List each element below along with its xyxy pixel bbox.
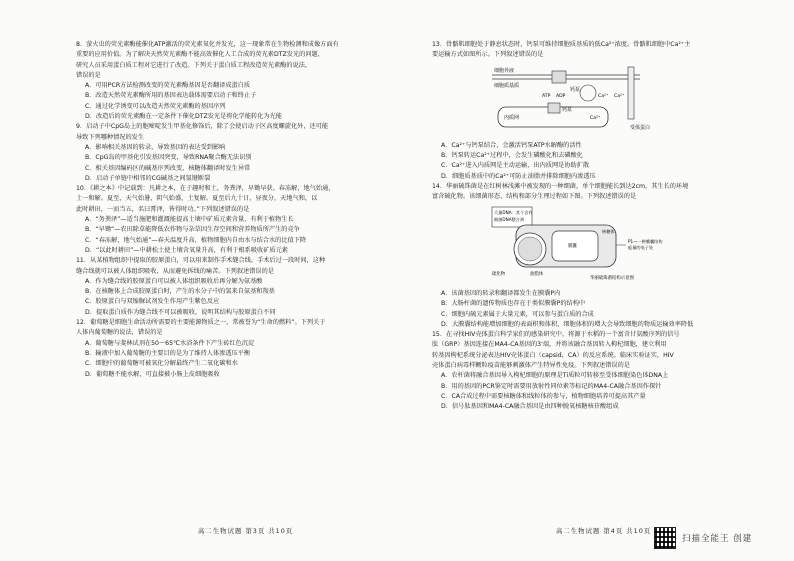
option-a: A．葡萄糖与斐林试剂在50～65℃水浴条件下产生砖红色沉淀 — [85, 339, 255, 347]
page-footer-left: 高二生物试题 第3页 共10页 — [198, 527, 294, 535]
question-11 — [76, 256, 394, 318]
question-stem: 壳体蛋白病毒样颗粒疫苗能够刺激体产生特异性免疫。下列叙述错误的是 — [432, 362, 630, 370]
option-d: D．改造后的荧光素酶在一定条件下催化DTZ发光是将化学能转化为光能 — [85, 113, 282, 121]
diagram-caption: 华丽硫珠菌结构示意图 — [590, 275, 634, 281]
question-stem: 此时耕田，一而当五，名曰膏泽，皆得时功。”下列叙述错误的是 — [76, 205, 250, 213]
option-c: C．相关基因编码区的碱基序列改变，核糖体翻译时发生异常 — [85, 164, 251, 172]
label-atp: ATP — [542, 93, 551, 99]
option-a: A．该菌基因的转录和翻译都发生在膜囊P内 — [441, 289, 561, 297]
question-stem: 8．萤火虫的荧光素酶能催化ATP激活的荧光素氧化并发光，这一现象常在生物检测和成像方面有 — [76, 41, 339, 48]
option-d: D．信号肽基因和MA4-CA融合基因是由四种脱氧核糖核苷酸组成 — [441, 403, 619, 411]
question-stem: 重要的应用价值。为了解决天然荧光素酶不能高效催化人工合成的荧光素DTZ发光的问题， — [76, 51, 324, 59]
question-stem: 研究人员采用蛋白质工程对它进行了改造。下列关于蛋白质工程改造荧光素酶的说法， — [76, 61, 312, 69]
option-d: D．细胞质基质中的Ca²⁺可防止油脂并排除细胞内渗透压 — [441, 172, 596, 180]
question-10 — [76, 184, 394, 256]
option-b: B．改造天然荧光素酶所用的基因表达载体需要启动子和终止子 — [85, 92, 257, 100]
question-stem: 肽（GRP）基因连接在MA4-CA基因的3'端，并将该融合基因转入枸杞细胞，建立利用 — [432, 341, 667, 349]
option-b: B．输液中加入葡萄糖的主要目的是为了维持人体渗透压平衡 — [85, 349, 251, 357]
option-b: B．用的基因的PCR鉴定时需要用放射性同位素等标记的MA4-CA融合基因作探针 — [441, 382, 662, 390]
label-extracellular: 细胞外液 — [494, 67, 515, 74]
question-9 — [76, 122, 394, 184]
question-stem: 11．从某植物组织中提取的胶原蛋白，可以用来制作手术缝合线。手术后过一段时间，这种 — [76, 257, 326, 265]
label-adp: ADP — [556, 93, 566, 99]
question-stem: 14．华丽硫珠菌是在红树林浅滩中被发现的一种细菌，单个细胞能长到达2cm，其生长的环境 — [432, 183, 689, 191]
label-lipid: 油脂体 — [530, 271, 544, 277]
page-footer-right: 高二生物试题 第4页 共10页 — [556, 527, 652, 535]
option-d: D．葡萄糖不能水解，可直接被小肠上皮细胞吸收 — [85, 370, 220, 378]
option-b: B．CpG岛的甲基化引发基因突变，导致RNA聚合酶无法识别 — [85, 154, 252, 162]
label-er: 内质网 — [504, 114, 520, 121]
option-b: B．“早锄”—农田除草能降低农作物与杂草因生存空间和营养物质所产生的竞争 — [85, 226, 300, 234]
option-b: B．大肠杆菌的遗传物质也存在于类似膜囊P的结构中 — [441, 300, 586, 308]
question-stem: 错误的是 — [76, 71, 101, 79]
question-stem: 要运输方式如图所示。下列叙述错误的是 — [432, 51, 544, 59]
option-a: A．“务粪泽”—适当施肥和灌溉能提高土壤中矿质元素含量，有利于植物生长 — [85, 216, 294, 224]
question-stem: 10．《耕之本》中记载到：凡耕之本，在于趣时和土，务粪泽，早锄早获。春冻解，地气始通， — [76, 185, 335, 193]
question-stem: 人体内葡萄糖的说法，错误的是 — [76, 329, 163, 337]
option-c: C．“春冻解，地气始通”—春天温度升高，植物细胞内自由水与结合水的比值下降 — [85, 236, 307, 244]
question-14 — [432, 182, 750, 330]
question-stem: 导致下列哪种情况的发生 — [76, 133, 145, 141]
label-vesicle: 膜囊 — [568, 243, 577, 249]
option-a: A．Ca²⁺与钙泵结合，会激活钙泵ATP水解酶的活性 — [441, 141, 582, 149]
label-pump-top: 钙泵 — [570, 86, 581, 93]
option-a: A．影响相关基因的转录，导致基因的表达受到影响 — [85, 143, 226, 151]
label-pump-bottom: 钙泵 — [562, 106, 573, 113]
label-ribosome: 核糖体 — [602, 228, 615, 234]
option-c: C．通过化学诱变可以改造天然荧光素酶的基因序列 — [85, 102, 226, 110]
question-stem: 转基因枸杞系统分泌表达HIV壳体蛋白（capsid，CA）的反应系统。临床实验证实，HIV — [432, 351, 674, 359]
question-12 — [76, 318, 394, 380]
question-stem: 15．在寻找HIV壳体蛋白科学家们的感染研究中，将源于水稻的一个富含甘氨酸序列的信号 — [432, 331, 680, 339]
right-column — [432, 40, 750, 413]
option-c: C．胶原蛋白与双缩脲试剂发生作用产生紫色反应 — [85, 298, 220, 306]
bacteria-structure-svg — [490, 205, 690, 283]
qr-code-icon — [654, 527, 676, 549]
label-sulfide: 硫化物 — [492, 271, 506, 277]
option-d: D．大膜囊结构能增加细胞的表面积和体积，细胞体积的增大会导致细胞的物质运输效率降低 — [441, 320, 694, 328]
scanner-watermark — [654, 527, 752, 549]
option-c: C．Ca²⁺进入内质网是主动运输，出内质网是协助扩散 — [441, 162, 590, 170]
option-c: C．CA合成过程中需要核糖体和线粒体的参与，植物细胞培养可提高其产量 — [441, 392, 646, 400]
question-15 — [432, 330, 750, 412]
question-stem: 9．启动子中CpG岛上的胞嘧啶发生甲基化修饰后，除了会使启动子区高度螺旋化外，还可能 — [76, 123, 329, 131]
question-8 — [76, 40, 394, 122]
label-electron: 能量的电子处 — [628, 244, 654, 250]
question-13 — [432, 40, 750, 182]
calcium-transport-diagram — [490, 63, 750, 139]
bacteria-structure-diagram — [490, 205, 750, 287]
option-a: A．作为缝合线的胶原蛋白可以被人体组织吸收后再分解为氨基酸 — [85, 277, 263, 285]
question-stem: 缝合线就可以被人体组织吸收，从而避免拆线的痛苦。下列叙述错误的是 — [76, 267, 274, 275]
label-ca-2: Ca²⁺ — [614, 93, 625, 99]
label-p1: P1—一种膜囊结构 — [628, 238, 663, 244]
calcium-transport-svg — [490, 63, 670, 135]
label-ca-1: Ca²⁺ — [598, 93, 609, 99]
left-column — [76, 40, 394, 380]
option-a: A．可用PCR方法检测改变的荧光素酶基因是否翻译成蛋白质 — [85, 82, 251, 90]
option-b: B．在核糖体上合成胶原蛋白时，产生的水分子中的氢来自氨基和羧基 — [85, 288, 275, 296]
question-stem: 土一和解。夏至，天气始暑，阴气始盛，土复解。夏至后九十日，昼夜分，天地气和，以 — [76, 195, 318, 203]
option-b: B．钙泵转运Ca²⁺过程中，会发生磷酸化和去磷酸化 — [441, 152, 583, 160]
option-a: A．农杆菌将融合基因导入枸杞细胞的原理是Ti质粒可转移至受体细胞染色体DNA上 — [441, 372, 669, 380]
option-c: C．细胞中的葡萄糖可被氧化分解最终产生二氧化碳和水 — [85, 360, 238, 368]
watermark-text: 扫描全能王 创建 — [682, 534, 753, 544]
option-d: D．启动子单链中相邻的CG碱基之间氢键断裂 — [85, 174, 211, 182]
label-cytoplasm: 细胞质基质 — [494, 82, 520, 89]
option-d: D．“以此时耕田”—中耕松土使土壤含氧量升高，有利于根系吸收矿质元素 — [85, 246, 288, 254]
question-stem: 12．葡萄糖是细胞生命活动所需要的主要能源物质之一，常被誉为“生命的燃料”。下列关于 — [76, 319, 326, 327]
label-receptor: 受体蛋白 — [630, 124, 651, 131]
option-d: D．提取蛋白质作为缝合线不可以被吸收，说明其结构与胶原蛋白不同 — [85, 308, 276, 316]
label-dna: 大量DNA：其个含有 — [494, 209, 533, 215]
label-ca-3: Ca²⁺ — [590, 115, 601, 121]
question-stem: 13．骨骼肌细胞处于静息状态时，钙泵可维持细胞质基质的低Ca²⁺浓度。骨骼肌细胞中Ca²⁺主 — [432, 41, 691, 48]
option-c: C．细胞内硫元素属于大量元素，可以参与蛋白质的合成 — [441, 310, 594, 318]
label-dna-2: 细菌DNA整合到 — [494, 216, 525, 222]
question-stem: 富含硫化物。该细菌形态、结构和部分生理过程如下图。下列叙述错误的是 — [432, 193, 637, 201]
